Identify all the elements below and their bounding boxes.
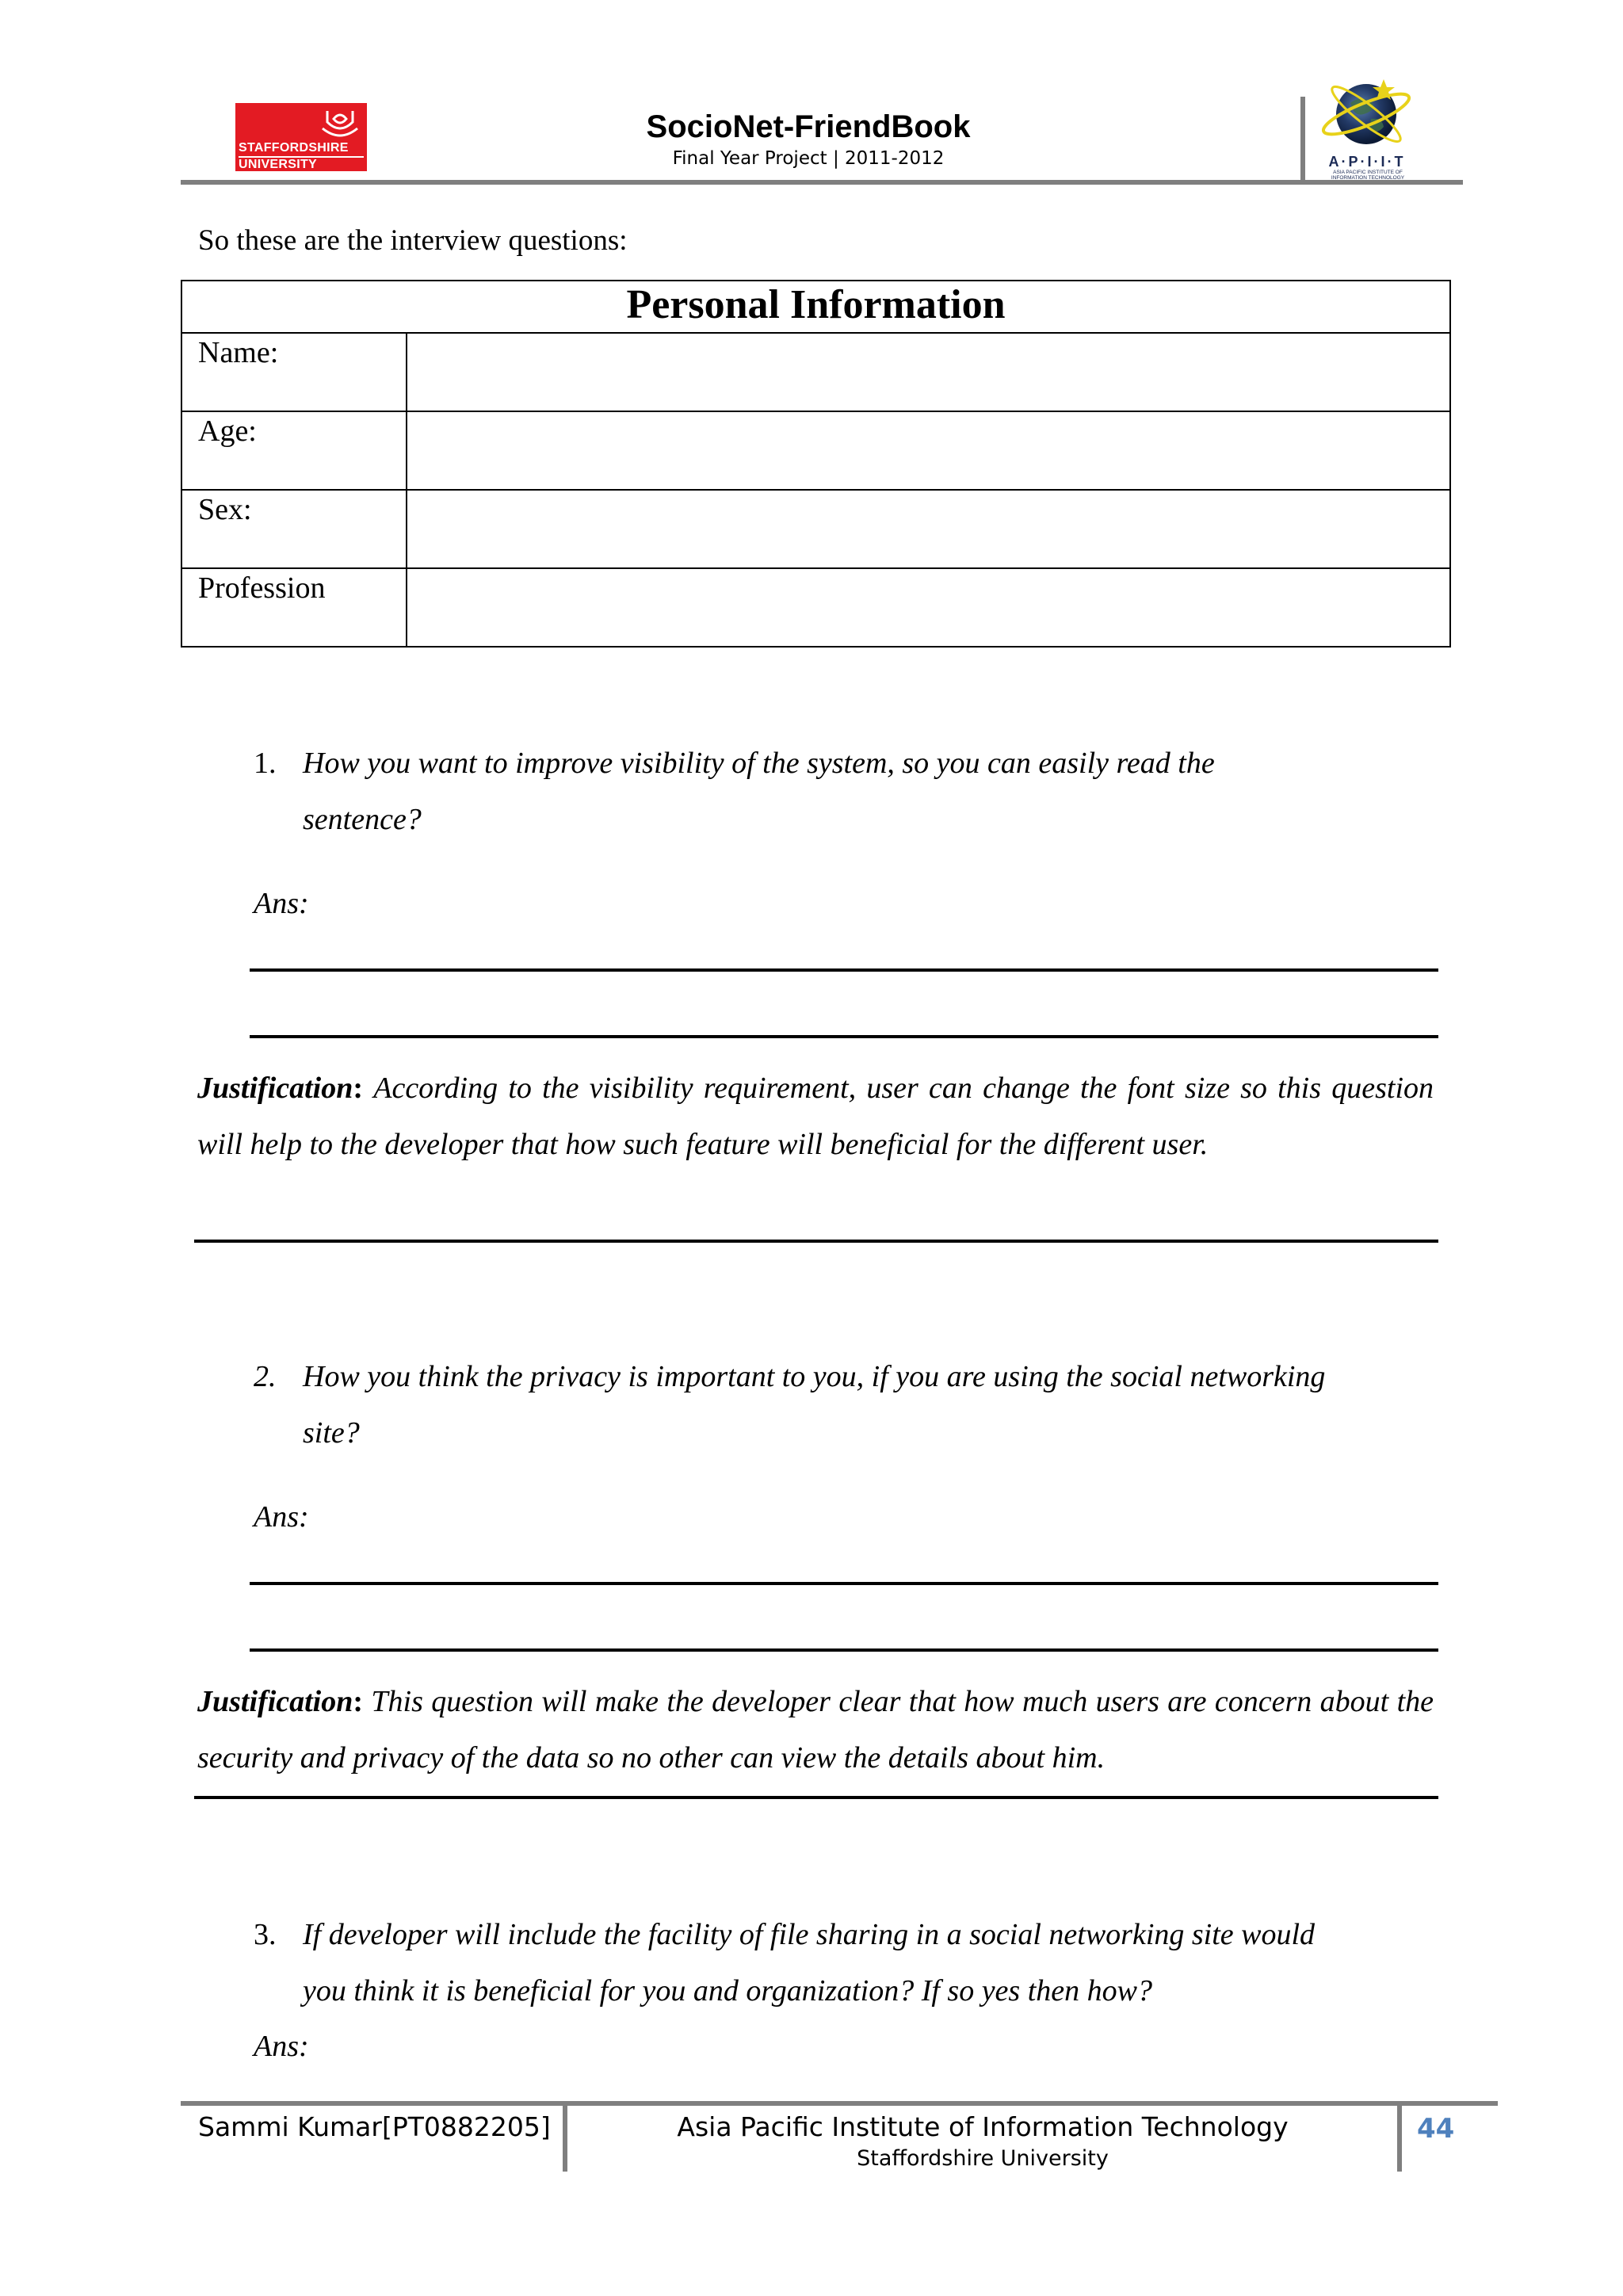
- footer-rule: [181, 2101, 1498, 2106]
- document-subtitle: Final Year Project | 2011-2012: [672, 148, 945, 169]
- table-row: [181, 490, 1450, 568]
- staffordshire-logo: [235, 103, 367, 171]
- header-divider: [1300, 97, 1305, 181]
- justification-label: Justification: [197, 1072, 353, 1105]
- name-field[interactable]: [407, 333, 1450, 411]
- globe-icon: [1316, 71, 1419, 154]
- question-3-number: 3.: [254, 1918, 277, 1951]
- answer-line[interactable]: [250, 1648, 1438, 1652]
- apiit-logo-caption: ASIA PACIFIC INSTITUTE OF INFORMATION TECHNOLOGY: [1331, 170, 1405, 181]
- row-label-name: Name:: [181, 333, 407, 411]
- question-2-answer-label: Ans:: [254, 1500, 309, 1534]
- answer-line[interactable]: [250, 968, 1438, 972]
- table-row: [181, 568, 1450, 647]
- justification-colon: :: [353, 1685, 364, 1718]
- question-3-line2: you think it is beneficial for you and organization? If so yes then how?: [303, 1974, 1152, 2008]
- question-2-line1: How you think the privacy is important to you, if you are using the social networking: [303, 1360, 1326, 1393]
- question-1-justification: [197, 1060, 1434, 1173]
- footer-author: Sammi Kumar[PT0882205]: [198, 2111, 551, 2142]
- justification-label: Justification: [197, 1685, 353, 1718]
- question-3-line1: If developer will include the facility of file sharing in a social networking site would: [303, 1918, 1316, 1951]
- staffordshire-logo-word1: STAFFORDSHIRE: [239, 141, 349, 155]
- question-2-line2: site?: [303, 1416, 360, 1450]
- question-1-line2: sentence?: [303, 803, 422, 836]
- footer-institute: Asia Pacific Institute of Information Technology: [677, 2111, 1289, 2142]
- section-divider: [194, 1796, 1438, 1799]
- sex-field[interactable]: [407, 490, 1450, 568]
- question-1-answer-label: Ans:: [254, 887, 309, 920]
- answer-line[interactable]: [250, 1582, 1438, 1585]
- row-label-profession: Profession: [181, 568, 407, 647]
- table-heading: Personal Information: [181, 281, 1450, 333]
- intro-text: So these are the interview questions:: [198, 224, 628, 257]
- table-header-row: [181, 281, 1450, 333]
- question-2-justification: [197, 1674, 1434, 1786]
- header-rule: [181, 180, 1463, 185]
- personal-information-table: [181, 280, 1451, 648]
- justification-text: According to the visibility requirement, user can change the font size so this question will help to the developer that how such feature will beneficial for the different user.: [197, 1072, 1434, 1161]
- row-label-age: Age:: [181, 411, 407, 490]
- table-row: [181, 411, 1450, 490]
- question-2-number: 2.: [254, 1360, 277, 1393]
- footer-divider: [1397, 2103, 1402, 2172]
- document-title: SocioNet-FriendBook: [646, 109, 971, 144]
- question-3-answer-label: Ans:: [254, 2030, 309, 2063]
- justification-colon: :: [353, 1072, 364, 1105]
- profession-field[interactable]: [407, 568, 1450, 647]
- question-3-text: [303, 1907, 1444, 2019]
- table-row: [181, 333, 1450, 411]
- apiit-logo: [1316, 71, 1419, 179]
- footer-university: Staffordshire University: [857, 2146, 1109, 2171]
- answer-line[interactable]: [250, 1035, 1438, 1038]
- staffordshire-logo-word2: UNIVERSITY: [239, 156, 364, 171]
- question-1-number: 1.: [254, 747, 277, 780]
- question-2-text: [303, 1349, 1444, 1461]
- apiit-logo-letters: A·P·I·I·T: [1328, 154, 1406, 170]
- footer-divider: [563, 2103, 567, 2172]
- row-label-sex: Sex:: [181, 490, 407, 568]
- question-1-line1: How you want to improve visibility of the system, so you can easily read the: [303, 747, 1215, 780]
- justification-text: This question will make the developer clear that how much users are concern about the security and privacy of the data so no other can view the details about him.: [197, 1685, 1434, 1775]
- section-divider: [194, 1240, 1438, 1243]
- page-number: 44: [1417, 2113, 1455, 2145]
- age-field[interactable]: [407, 411, 1450, 490]
- question-1-text: [303, 735, 1444, 848]
- staffordshire-knot-icon: [319, 108, 361, 139]
